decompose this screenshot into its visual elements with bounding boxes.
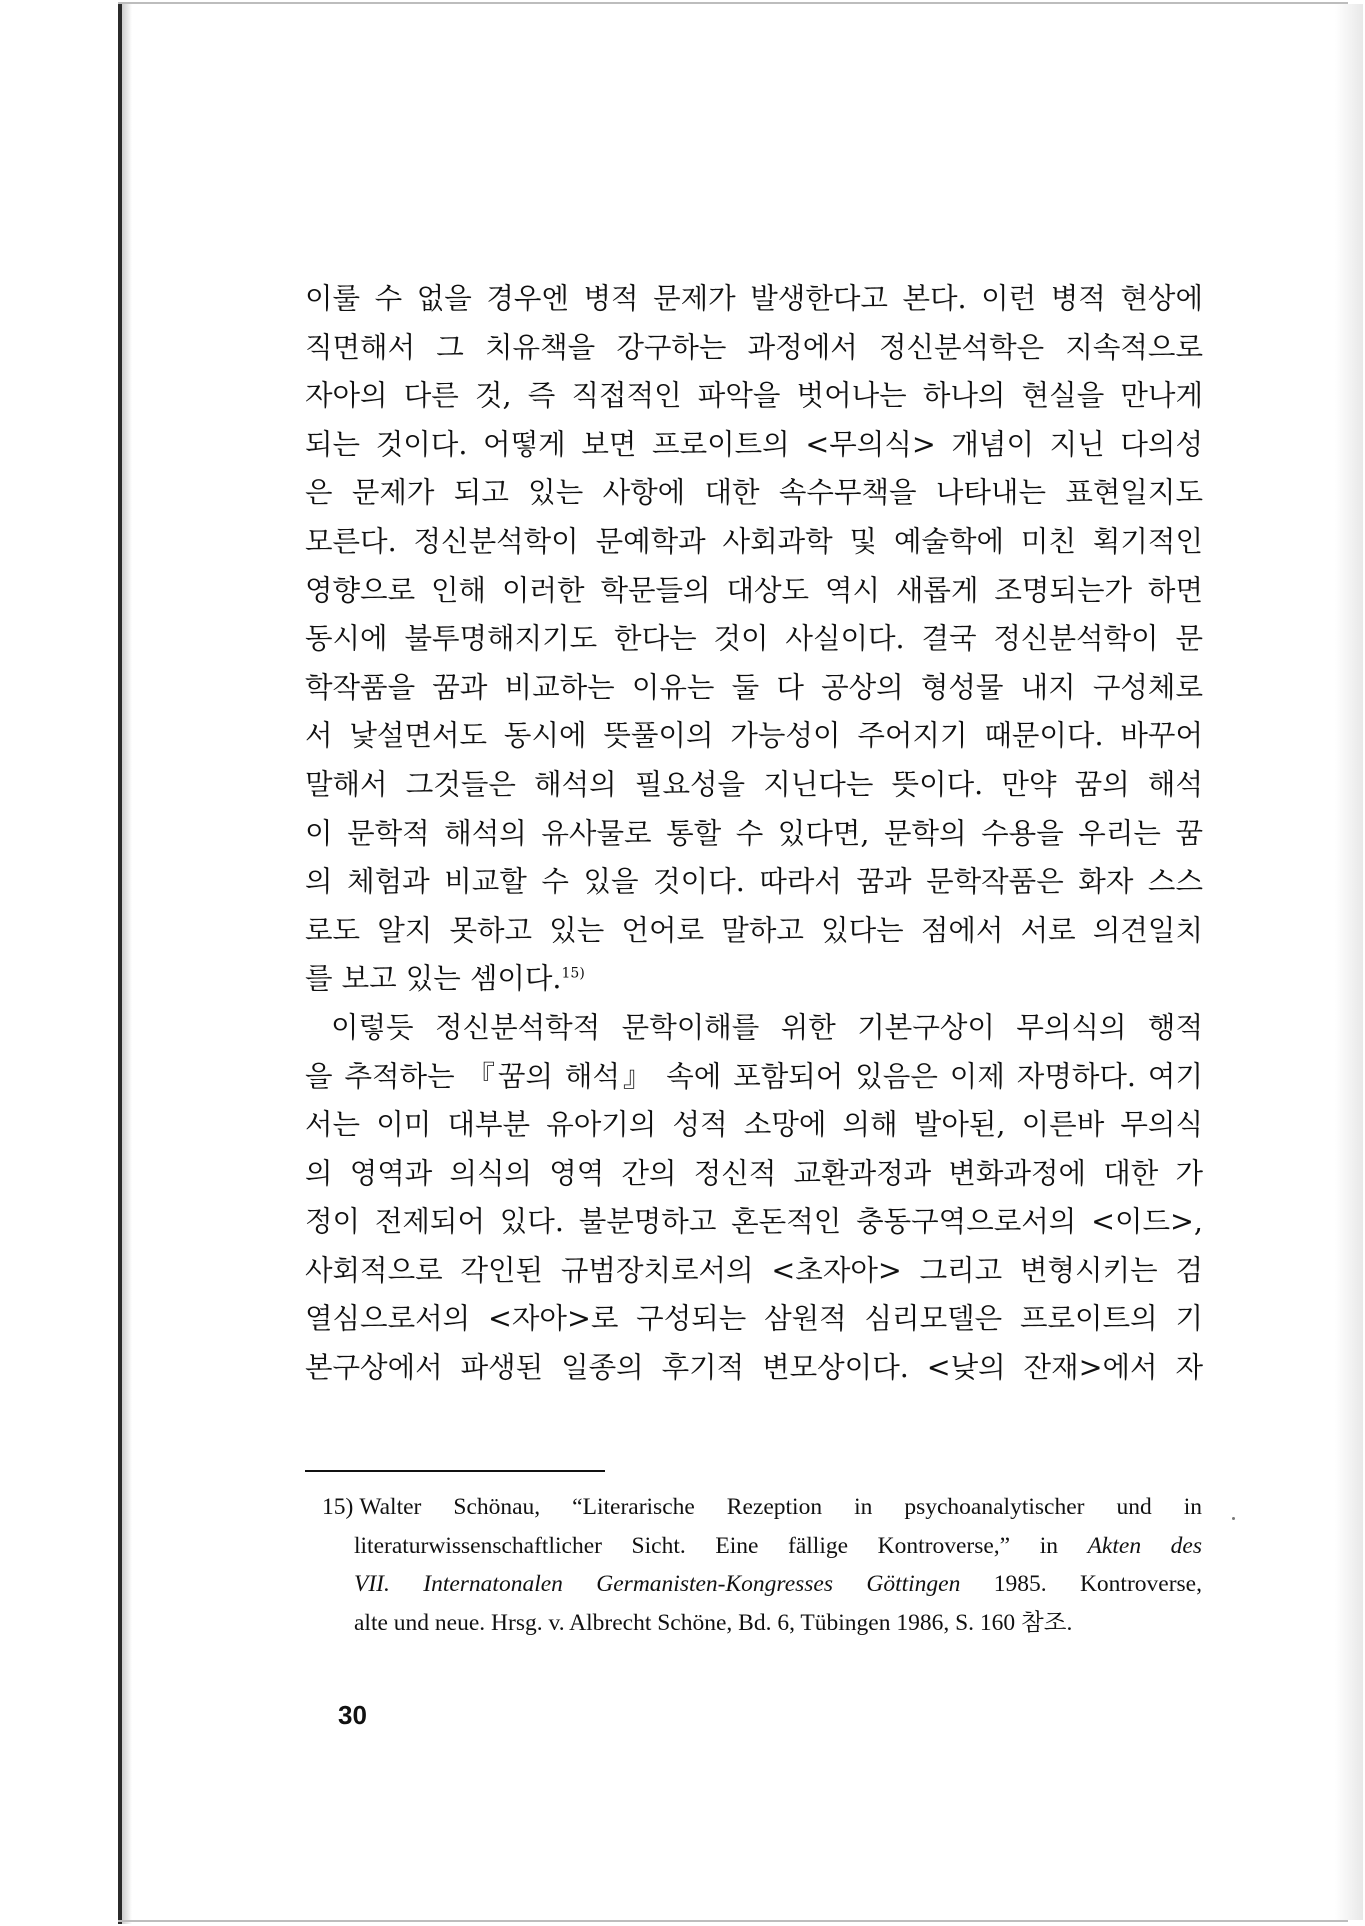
binding-shadow (122, 4, 132, 1924)
footnote-line (322, 1565, 1202, 1604)
text-line: 열심으로서의 <자아>로 구성되는 삼원적 심리모델은 프로이트의 기 (305, 1302, 1203, 1336)
footnote-divider (305, 1470, 605, 1472)
footnote-text: 1985. Kontroverse, (960, 1571, 1202, 1597)
footnote-text: Walter Schönau, “Literarische Rezeption in psychoanalytischer und in (359, 1494, 1202, 1520)
text-line: 본구상에서 파생된 일종의 후기적 변모상이다. <낮의 잔재>에서 자 (305, 1351, 1203, 1385)
scan-speck (1232, 1517, 1235, 1520)
footnote-line (322, 1527, 1202, 1566)
footnote-line (322, 1488, 1202, 1527)
page-right-shadow (1335, 4, 1363, 1920)
page-bottom-edge (118, 1920, 1348, 1922)
text-line: 를 보고 있는 셈이다. (305, 962, 562, 996)
text-line: 로도 알지 못하고 있는 언어로 말하고 있다는 점에서 서로 의견일치 (305, 913, 1203, 947)
text-line: 사회적으로 각인된 규범장치로서의 <초자아> 그리고 변형시키는 검 (305, 1253, 1203, 1287)
footnote-italic-title: VII. Internatonalen Germanisten-Kongresses Göttingen (354, 1571, 961, 1597)
text-line: 이 문학적 해석의 유사물로 통할 수 있다면, 문학의 수용을 우리는 꿈 (305, 816, 1203, 850)
footnote-reference: 15) (561, 965, 585, 982)
text-line: 서 낯설면서도 동시에 뜻풀이의 가능성이 주어지기 때문이다. 바꾸어 (305, 719, 1203, 753)
text-line: 정이 전제되어 있다. 불분명하고 혼돈적인 충동구역으로서의 <이드>, (305, 1205, 1203, 1239)
text-line: 되는 것이다. 어떻게 보면 프로이트의 <무의식> 개념이 지닌 다의성 (305, 427, 1203, 461)
page-number: 30 (338, 1700, 367, 1730)
text-line: 의 체험과 비교할 수 있을 것이다. 따라서 꿈과 문학작품은 화자 스스 (305, 865, 1203, 899)
text-line: 서는 이미 대부분 유아기의 성적 소망에 의해 발아된, 이른바 무의식 (305, 1108, 1203, 1142)
footnote (322, 1488, 1202, 1642)
text-line: 이룰 수 없을 경우엔 병적 문제가 발생한다고 본다. 이런 병적 현상에 (305, 282, 1203, 315)
text-line: 을 추적하는 『꿈의 해석』 속에 포함되어 있음은 이제 자명하다. 여기 (305, 1059, 1203, 1093)
text-line: 모른다. 정신분석학이 문예학과 사회과학 및 예술학에 미친 획기적인 (305, 524, 1203, 558)
text-line-with-footnote-ref (305, 955, 1203, 1004)
text-line: 영향으로 인해 이러한 학문들의 대상도 역시 새롭게 조명되는가 하면 (305, 573, 1203, 607)
text-line: 동시에 불투명해지기도 한다는 것이 사실이다. 결국 정신분석학이 문 (305, 622, 1203, 656)
text-line: 말해서 그것들은 해석의 필요성을 지닌다는 뜻이다. 만약 꿈의 해석 (305, 767, 1203, 801)
text-line: 직면해서 그 치유책을 강구하는 과정에서 정신분석학은 지속적으로 (305, 330, 1203, 364)
footnote-text: literaturwissenschaftlicher Sicht. Eine fällige Kontroverse,” in (354, 1532, 1088, 1559)
text-line: 의 영역과 의식의 영역 간의 정신적 교환과정과 변화과정에 대한 가 (305, 1156, 1203, 1190)
body-text (305, 275, 1203, 1393)
page-top-edge (118, 2, 1348, 4)
footnote-line: alte und neue. Hrsg. v. Albrecht Schöne, Bd. 6, Tübingen 1986, S. 160 참조. (354, 1609, 1073, 1636)
footnote-italic-title: Akten des (1087, 1532, 1202, 1559)
text-line: 학작품을 꿈과 비교하는 이유는 둘 다 공상의 형성물 내지 구성체로 (305, 670, 1203, 704)
paragraph-start-line: 이렇듯 정신분석학적 문학이해를 위한 기본구상이 무의식의 행적 (331, 1010, 1203, 1044)
text-line: 자아의 다른 것, 즉 직접적인 파악을 벗어나는 하나의 현실을 만나게 (305, 379, 1203, 413)
footnote-number: 15) (322, 1494, 354, 1520)
text-line: 은 문제가 되고 있는 사항에 대한 속수무책을 나타내는 표현일지도 (305, 476, 1203, 510)
